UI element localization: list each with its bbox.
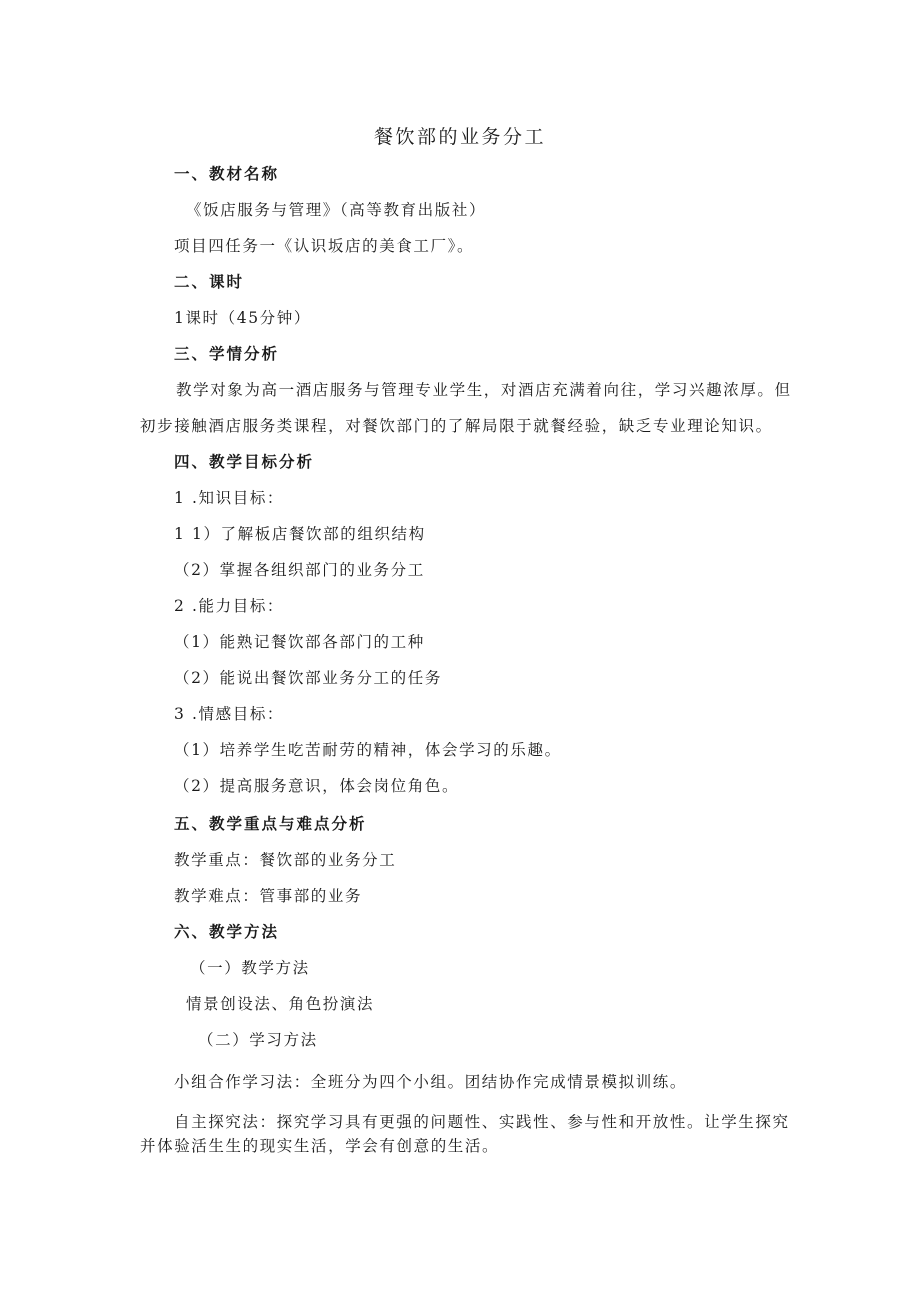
textbook-project: 项目四任务一《认识坂店的美食工厂》。 [174, 237, 475, 255]
group-learning-method: 小组合作学习法：全班分为四个小组。团结协作完成情景模拟训练。 [174, 1073, 688, 1091]
ability-objective-heading: 2 .能力目标： [174, 597, 285, 615]
analysis-paragraph-line-2: 初步接触酒店服务类课程，对餐饮部门的了解局限于就餐经验，缺乏专业理论知识。 [140, 417, 773, 435]
emotion-objective-item: （2）提高服务意识，体会岗位角色。 [174, 777, 460, 795]
section-heading-textbook: 一、教材名称 [174, 164, 280, 183]
section-heading-hours: 二、课时 [174, 272, 245, 291]
knowledge-objective-item: （2）掌握各组织部门的业务分工 [174, 561, 425, 579]
page-title: 餐饮部的业务分工 [373, 126, 546, 148]
teaching-methods-subheading: （一）教学方法 [190, 959, 310, 977]
teaching-methods-text: 情景创设法、角色扮演法 [186, 995, 375, 1013]
inquiry-method-line-1: 自主探究法：探究学习具有更强的问题性、实践性、参与性和开放性。让学生探究 [174, 1113, 790, 1131]
knowledge-objective-heading: 1 .知识目标： [174, 489, 285, 507]
ability-objective-item: （1）能熟记餐饮部各部门的工种 [174, 633, 425, 651]
learning-methods-subheading: （二）学习方法 [198, 1031, 318, 1049]
section-heading-methods: 六、教学方法 [174, 922, 280, 941]
analysis-paragraph-line-1: 教学对象为高一酒店服务与管理专业学生，对酒店充满着向往，学习兴趣浓厚。但 [176, 381, 792, 399]
inquiry-method-line-2: 并体验活生生的现实生活，学会有创意的生活。 [140, 1137, 500, 1155]
ability-objective-item: （2）能说出餐饮部业务分工的任务 [174, 669, 442, 687]
textbook-name: 《饭店服务与管理》（高等教育出版社） [186, 201, 487, 219]
section-heading-analysis: 三、学情分析 [174, 344, 280, 363]
section-heading-objectives: 四、教学目标分析 [174, 452, 315, 471]
section-heading-key-points: 五、教学重点与难点分析 [174, 814, 367, 833]
emotion-objective-item: （1）培养学生吃苦耐劳的精神，体会学习的乐趣。 [174, 741, 562, 759]
key-point: 教学重点：餐饮部的业务分工 [174, 851, 397, 869]
knowledge-objective-item: 1 1）了解板店餐饮部的组织结构 [174, 525, 426, 543]
difficult-point: 教学难点：管事部的业务 [174, 887, 363, 905]
class-hours: 1课时（45分钟） [174, 309, 311, 327]
emotion-objective-heading: 3 .情感目标： [174, 705, 285, 723]
